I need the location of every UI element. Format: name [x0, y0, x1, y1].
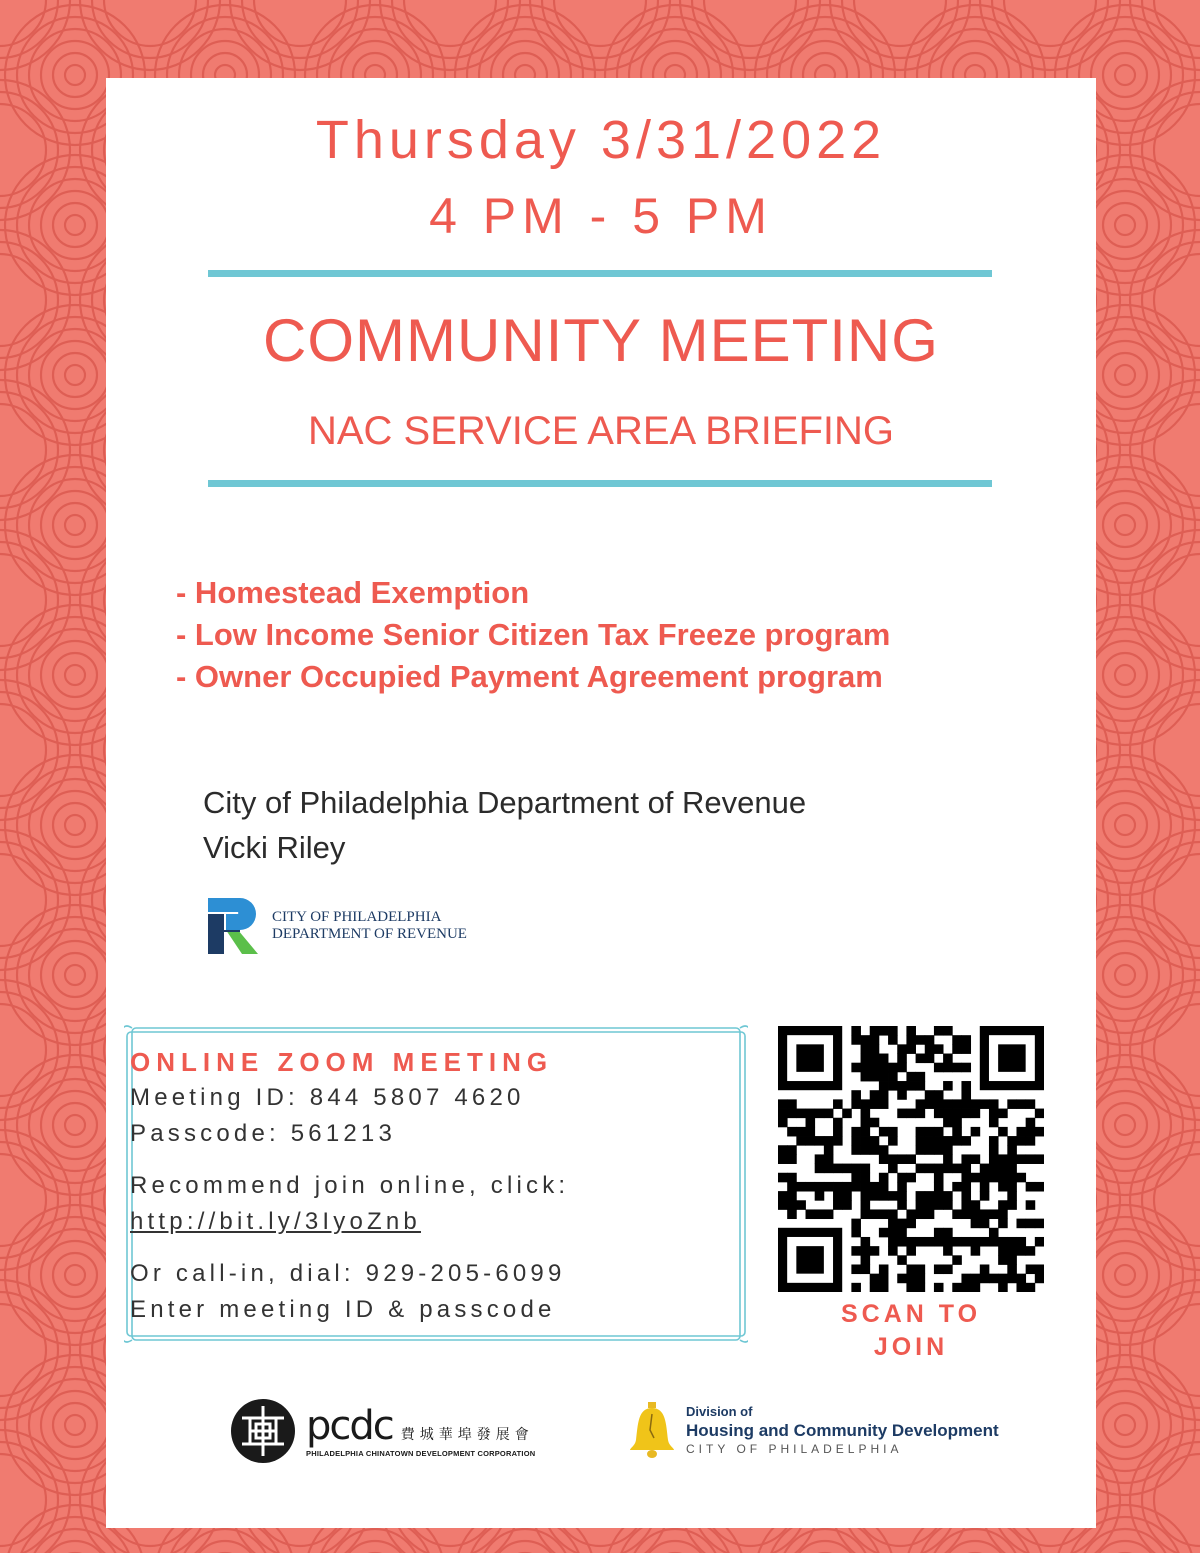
event-date: Thursday 3/31/2022 — [315, 110, 887, 170]
presenter-block — [203, 780, 806, 870]
event-time: 4 PM - 5 PM — [429, 188, 773, 244]
qr-label-line2: JOIN — [873, 1333, 949, 1361]
revenue-logo-line2: DEPARTMENT OF REVENUE — [272, 926, 467, 942]
zoom-enter: Enter meeting ID & passcode — [130, 1296, 556, 1323]
zoom-heading: ONLINE ZOOM MEETING — [130, 1047, 554, 1077]
liberty-bell-icon — [626, 1400, 678, 1460]
qr-label — [778, 1298, 1044, 1364]
hcd-logo — [626, 1400, 999, 1460]
hcd-line2: Housing and Community Development — [686, 1420, 999, 1440]
divider-bottom — [208, 480, 992, 487]
hcd-line1: Division of — [686, 1403, 753, 1419]
pcdc-subtitle: PHILADELPHIA CHINATOWN DEVELOPMENT CORPORATION — [306, 1448, 536, 1458]
pcdc-chinese: 費城華埠發展會 — [400, 1426, 534, 1443]
hcd-line3: CITY OF PHILADELPHIA — [686, 1441, 903, 1456]
pcdc-mark: pcdc — [306, 1402, 393, 1449]
page-subtitle: NAC SERVICE AREA BRIEFING — [307, 409, 895, 453]
qr-label-line1: SCAN TO — [840, 1300, 982, 1328]
zoom-meeting-id: Meeting ID: 844 5807 4620 — [130, 1084, 525, 1111]
presenter-organization: City of Philadelphia Department of Revenue — [203, 785, 807, 820]
divider-top — [208, 270, 992, 277]
pcdc-logo — [228, 1396, 535, 1466]
list-item: - Low Income Senior Citizen Tax Freeze program — [176, 617, 891, 652]
flyer-card — [106, 78, 1096, 1528]
topic-list — [176, 572, 890, 698]
revenue-r-icon — [206, 896, 262, 956]
revenue-logo-line1: CITY OF PHILADELPHIA — [272, 909, 442, 925]
pcdc-emblem-icon — [228, 1396, 298, 1466]
zoom-call-in: Or call-in, dial: 929-205-6099 — [130, 1260, 566, 1287]
zoom-recommend: Recommend join online, click: — [130, 1172, 570, 1199]
qr-code[interactable] — [778, 1026, 1044, 1292]
list-item: - Homestead Exemption — [176, 575, 530, 610]
zoom-passcode: Passcode: 561213 — [130, 1120, 397, 1147]
presenter-name: Vicki Riley — [203, 830, 346, 865]
list-item: - Owner Occupied Payment Agreement program — [176, 659, 883, 694]
revenue-logo — [206, 896, 467, 956]
page-title: COMMUNITY MEETING — [263, 307, 939, 374]
zoom-link[interactable]: http://bit.ly/3IyoZnb — [130, 1208, 421, 1235]
zoom-details — [130, 1044, 569, 1328]
